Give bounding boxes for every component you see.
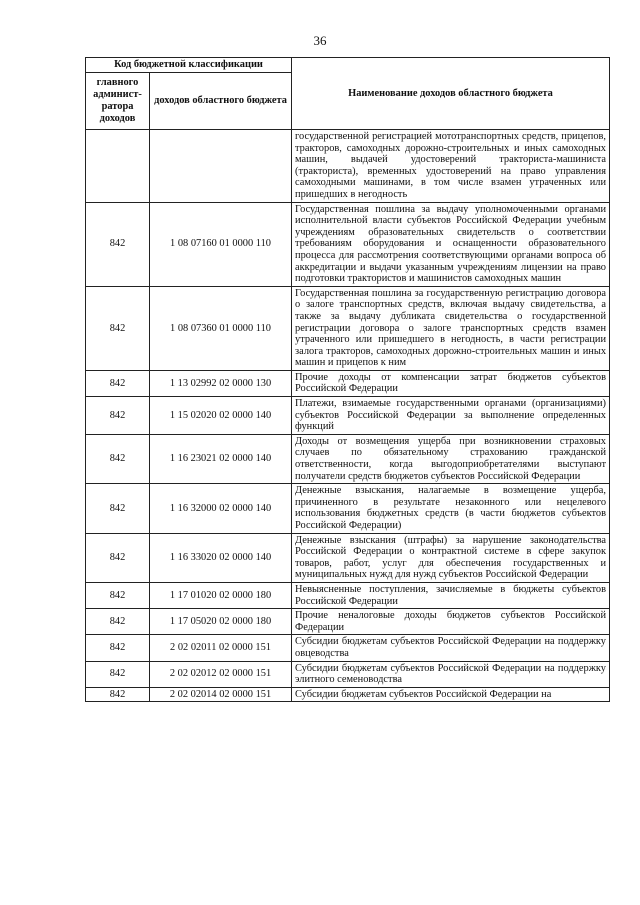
income-code-cell: 2 02 02012 02 0000 151 xyxy=(150,661,292,687)
income-code-cell: 1 08 07160 01 0000 110 xyxy=(150,202,292,286)
table-row xyxy=(86,202,610,286)
income-name-cell: государственной регистрацией мототранспортных средств, прицепов, тракторов, самоходных дорожно-строительных и иных самоходных машин, выдачей удостоверений тракториста-машиниста (тракториста), временных удостоверений на право управления самоходными машинами, в том числе взамен утраченных или пришедших в негодность xyxy=(292,130,610,203)
table-row xyxy=(86,434,610,483)
income-code-cell: 1 15 02020 02 0000 140 xyxy=(150,397,292,435)
table-row xyxy=(86,397,610,435)
admin-code-cell: 842 xyxy=(86,484,150,533)
page-number: 36 xyxy=(313,33,327,48)
header-regional-budget-income: доходов областного бюджета xyxy=(150,73,292,130)
income-code-cell: 1 16 33020 02 0000 140 xyxy=(150,533,292,582)
table-row xyxy=(86,582,610,608)
admin-code-cell: 842 xyxy=(86,434,150,483)
income-code-cell: 1 17 05020 02 0000 180 xyxy=(150,609,292,635)
admin-code-cell: 842 xyxy=(86,370,150,396)
income-code-cell: 1 16 23021 02 0000 140 xyxy=(150,434,292,483)
table-row xyxy=(86,130,610,203)
table-row xyxy=(86,687,610,702)
income-code-cell: 1 16 32000 02 0000 140 xyxy=(150,484,292,533)
income-name-cell: Доходы от возмещения ущерба при возникновении страховых случаев по обязательному страхованию гражданской ответственности, когда выгодоприобретателями выступают получатели средств бюджетов субъектов Российской Федерации xyxy=(292,434,610,483)
income-name-cell: Денежные взыскания (штрафы) за нарушение законодательства Российской Федерации о контрактной системе в сфере закупок товаров, работ, услуг для обеспечения государственных и муниципальных нужд для нужд субъектов Российской Федерации xyxy=(292,533,610,582)
admin-code-cell xyxy=(86,130,150,203)
income-name-cell: Субсидии бюджетам субъектов Российской Федерации на xyxy=(292,687,610,702)
income-code-cell xyxy=(150,130,292,203)
income-name-cell: Денежные взыскания, налагаемые в возмещение ущерба, причиненного в результате незаконного или нецелевого использования бюджетных средств (в части бюджетов субъектов Российской Федерации) xyxy=(292,484,610,533)
income-name-cell: Прочие неналоговые доходы бюджетов субъектов Российской Федерации xyxy=(292,609,610,635)
admin-code-cell: 842 xyxy=(86,202,150,286)
income-code-cell: 1 08 07360 01 0000 110 xyxy=(150,286,292,370)
table-row xyxy=(86,635,610,661)
admin-code-cell: 842 xyxy=(86,661,150,687)
table-row xyxy=(86,533,610,582)
income-name-cell: Государственная пошлина за государственную регистрацию договора о залоге транспортных средств, включая выдачу свидетельства, а также за выдачу дубликата свидетельства о государственной регистрации договора о залоге транспортных средств взамен утраченного или пришедшего в негодность, в части регистрации залога тракторов, самоходных дорожно-строительных машин и иных машин и прицепов к ним xyxy=(292,286,610,370)
admin-code-cell: 842 xyxy=(86,397,150,435)
admin-code-cell: 842 xyxy=(86,635,150,661)
header-classification-code: Код бюджетной классификации xyxy=(86,58,292,73)
header-income-name: Наименование доходов областного бюджета xyxy=(292,58,610,130)
income-code-cell: 2 02 02011 02 0000 151 xyxy=(150,635,292,661)
income-name-cell: Государственная пошлина за выдачу уполномоченными органами исполнительной власти субъектов Российской Федерации учебным учреждениям образовательных свидетельств о соответствии требованиям оборудования и оснащенности образовательного процесса для рассмотрения соответствующими органами вопроса об аккредитации и выдачи указанным учреждениям лицензии на право подготовки трактористов и машинистов самоходных машин xyxy=(292,202,610,286)
income-code-cell: 1 17 01020 02 0000 180 xyxy=(150,582,292,608)
income-name-cell: Прочие доходы от компенсации затрат бюджетов субъектов Российской Федерации xyxy=(292,370,610,396)
admin-code-cell: 842 xyxy=(86,609,150,635)
income-code-cell: 2 02 02014 02 0000 151 xyxy=(150,687,292,702)
income-code-cell: 1 13 02992 02 0000 130 xyxy=(150,370,292,396)
budget-classification-table xyxy=(85,57,610,702)
admin-code-cell: 842 xyxy=(86,582,150,608)
income-name-cell: Платежи, взимаемые государственными органами (организациями) субъектов Российской Федерации за выполнение определенных функций xyxy=(292,397,610,435)
income-name-cell: Невыясненные поступления, зачисляемые в бюджеты субъектов Российской Федерации xyxy=(292,582,610,608)
table-row xyxy=(86,661,610,687)
admin-code-cell: 842 xyxy=(86,286,150,370)
income-name-cell: Субсидии бюджетам субъектов Российской Федерации на поддержку овцеводства xyxy=(292,635,610,661)
table-row xyxy=(86,370,610,396)
table-row xyxy=(86,286,610,370)
admin-code-cell: 842 xyxy=(86,687,150,702)
admin-code-cell: 842 xyxy=(86,533,150,582)
table-row xyxy=(86,609,610,635)
income-name-cell: Субсидии бюджетам субъектов Российской Федерации на поддержку элитного семеноводства xyxy=(292,661,610,687)
header-chief-administrator: главного админист-ратора доходов xyxy=(86,73,150,130)
table-row xyxy=(86,484,610,533)
